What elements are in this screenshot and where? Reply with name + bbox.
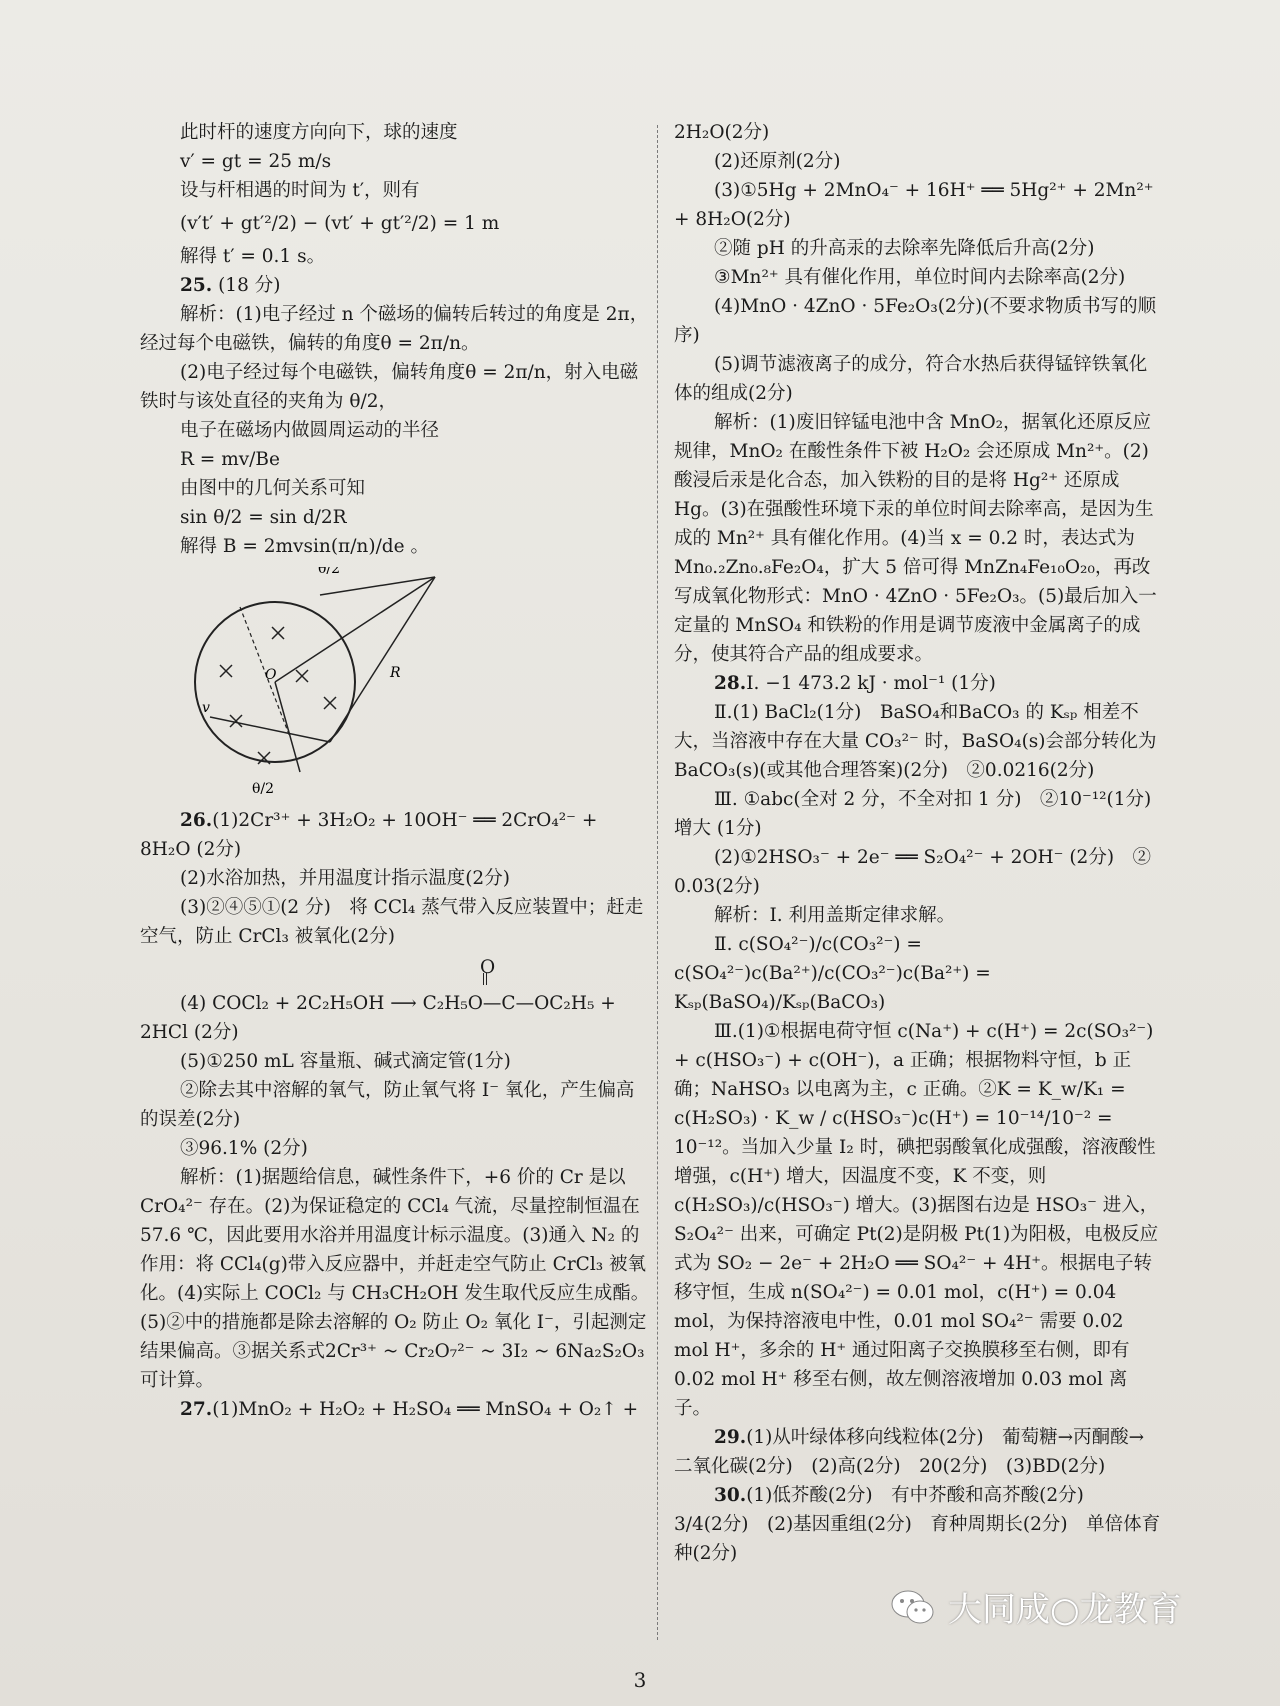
answer-line: (1)MnO₂ + H₂O₂ + H₂SO₄ ══ MnSO₄ + O₂↑ + xyxy=(212,1399,639,1420)
formula-line: R = mv/Be xyxy=(180,449,280,470)
question-number: 29. xyxy=(714,1427,747,1448)
wechat-icon xyxy=(890,1588,936,1626)
formula-line: sin θ/2 = sin d/2R xyxy=(180,507,347,528)
analysis-paragraph: 解析：(1)据题给信息，碱性条件下，+6 价的 Cr 是以 CrO₄²⁻ 存在。(2)为保证稳定的 CCl₄ 气流，尽量控制恒温在 57.6 ℃，因此要用水浴并用温度计标示温度。(3)通入 N₂ 的作用：将 CCl₄(g)带入反应器中，并赶走空气防止 CrCl₃ 被氧化。(4)实际上 COCl₂ 与 CH₃CH₂OH 发生取代反应生成酯。(5)②中的措施都是除去溶解的 O₂ 防止 O₂ 氧化 I⁻，引起测定结果偏高。③据关系式2Cr³⁺ ~ Cr₂O₇²⁻ ~ 3I₂ ~ 6Na₂S₂O₃ 可计算。 xyxy=(140,1167,650,1391)
question-number: 26. xyxy=(180,810,213,831)
radius-label: R xyxy=(390,665,401,681)
answer-line: (2)①2HSO₃⁻ + 2e⁻ ══ S₂O₄²⁻ + 2OH⁻ (2分) ② 0.03(2分) xyxy=(674,847,1152,897)
text-line: 此时杆的速度方向向下，球的速度 xyxy=(180,122,458,143)
answer-line: (3)②④⑤①(2 分) 将 CCl₄ 蒸气带入反应装置中；赶走空气，防止 CrCl₃ 被氧化(2分) xyxy=(140,897,644,947)
carbonyl-oxygen: O xyxy=(480,957,496,978)
answer-line: (4) COCl₂ + 2C₂H₅OH ⟶ C₂H₅O—C—OC₂H₅ + 2HCl (2分) xyxy=(140,993,616,1043)
answer-line: ③Mn²⁺ 具有催化作用，单位时间内去除率高(2分) xyxy=(714,267,1126,288)
answer-line: 3/4(2分) (2)基因重组(2分) 育种周期长(2分) 单倍体育种(2分) xyxy=(674,1514,1161,1564)
theta-label: θ/2 xyxy=(318,567,341,577)
question-number: 28. xyxy=(714,673,747,694)
answer-line: Ⅲ. ①abc(全对 2 分，不全对扣 1 分) ②10⁻¹²(1分) 增大 (1分) xyxy=(674,789,1170,839)
analysis-paragraph: Ⅲ.(1)①根据电荷守恒 c(Na⁺) + c(H⁺) = 2c(SO₃²⁻) + c(HSO₃⁻) + c(OH⁻)，a 正确；根据物料守恒，b 正确；NaHSO₃ 以电离为主，c 正确。②K = K_w/K₁ = c(H₂SO₃) · K_w / c(HSO₃⁻)c(H⁺) = 10⁻¹⁴/10⁻² = 10⁻¹²。当加入少量 I₂ 时，碘把弱酸氧化成强酸，溶液酸性增强，c(H⁺) 增大，因温度不变，K 不变，则 c(H₂SO₃)/c(HSO₃⁻) 增大。(3)据图右边是 HSO₃⁻ 进入，S₂O₄²⁻ 出来，可确定 Pt(2)是阴极 Pt(1)为阳极，电极反应式为 SO₂ − 2e⁻ + 2H₂O ══ SO₄²⁻ + 4H⁺。根据电子转移守恒，生成 n(SO₄²⁻) = 0.01 mol，c(H⁺) = 0.04 mol，为保持溶液电中性，0.01 mol SO₄²⁻ 需要 0.02 mol H⁺，多余的 H⁺ 通过阳离子交换膜移至右侧，即有 0.02 mol H⁺ 移至右侧，故左侧溶液增加 0.03 mol 离子。 xyxy=(674,1021,1159,1419)
paragraph: 解析：(1)电子经过 n 个磁场的偏转后转过的角度是 2π，经过每个电磁铁，偏转的角度θ = 2π/n。 xyxy=(140,304,649,354)
question-29 xyxy=(674,1423,1162,1481)
question-header xyxy=(140,271,650,300)
text-line: 解得 t′ = 0.1 s。 xyxy=(180,246,326,267)
answer-line: Ⅰ. −1 473.2 kJ · mol⁻¹ (1分) xyxy=(746,673,996,694)
answer-line: ②随 pH 的升高汞的去除率先降低后升高(2分) xyxy=(714,238,1095,259)
answer-line: (2)水浴加热，并用温度计指示温度(2分) xyxy=(180,868,510,889)
text-line: 由图中的几何关系可知 xyxy=(180,478,366,499)
answer-line: (1)2Cr³⁺ + 3H₂O₂ + 10OH⁻ ══ 2CrO₄²⁻ + 8H₂O (2分) xyxy=(140,810,598,860)
paragraph: (2)电子经过每个电磁铁，偏转角度θ = 2π/n，射入电磁铁时与该处直径的夹角为 θ/2， xyxy=(140,362,639,412)
answer-line: (5)调节滤液离子的成分，符合水热后获得锰锌铁氧化体的组成(2分) xyxy=(674,354,1148,404)
question-28 xyxy=(674,669,1162,698)
question-26 xyxy=(140,806,650,864)
equation-part: − (vt′ + gt′²/2) = 1 m xyxy=(302,213,500,234)
text-line: v′ = gt = 25 m/s xyxy=(180,151,332,172)
watermark xyxy=(890,1582,1182,1631)
question-score: (18 分) xyxy=(218,275,281,296)
question-number: 25. xyxy=(180,275,213,296)
formula-line: Ⅱ. c(SO₄²⁻)/c(CO₃²⁻) = c(SO₄²⁻)c(Ba²⁺)/c(CO₃²⁻)c(Ba²⁺) = Kₛₚ(BaSO₄)/Kₛₚ(BaCO₃) xyxy=(674,934,991,1013)
text-line: 设与杆相遇的时间为 t′，则有 xyxy=(180,180,420,201)
question-27 xyxy=(140,1395,650,1424)
answer-line: 2H₂O(2分) xyxy=(674,122,770,143)
column-divider xyxy=(657,125,658,1640)
analysis-paragraph: 解析：(1)废旧锌锰电池中含 MnO₂，据氧化还原反应规律，MnO₂ 在酸性条件下被 H₂O₂ 会还原成 Mn²⁺。(2)酸浸后汞是化合态，加入铁粉的目的是将 Hg²⁺ 还原成 Hg。(3)在强酸性环境下汞的单位时间去除率高，是因为生成的 Mn²⁺ 具有催化作用。(4)当 x = 0.2 时，表达式为 Mn₀.₂Zn₀.₈Fe₂O₄，扩大 5 倍可得 MnZn₄Fe₁₀O₂₀，再改写成氧化物形式：MnO · 4ZnO · 5Fe₂O₃。(5)最后加入一定量的 MnSO₄ 和铁粉的作用是调节废液中金属离子的成分，使其符合产品的组成要求。 xyxy=(674,412,1157,665)
answer-line: (1)低芥酸(2分) 有中芥酸和高芥酸(2分) xyxy=(746,1485,1084,1506)
structure-formula xyxy=(140,951,650,1011)
left-column xyxy=(140,118,650,1424)
question-number: 30. xyxy=(714,1485,747,1506)
text-line: 电子在磁场内做圆周运动的半径 xyxy=(180,420,440,441)
center-label: O xyxy=(265,667,277,683)
answer-line: Ⅱ.(1) BaCl₂(1分) BaSO₄和BaCO₃ 的 Kₛₚ 相差不大，当溶液中存在大量 CO₃²⁻ 时，BaSO₄(s)会部分转化为 BaCO₃(s)(或其他合理答案)(2分) ②0.0216(2分) xyxy=(674,702,1157,781)
question-30 xyxy=(674,1481,1162,1510)
formula-line: 解得 B = 2mvsin(π/n)/de 。 xyxy=(180,536,429,557)
magnetic-field-diagram xyxy=(180,567,480,797)
page-number: 3 xyxy=(633,1668,647,1692)
answer-line: (2)还原剂(2分) xyxy=(714,151,841,172)
double-bond xyxy=(483,973,487,985)
right-column xyxy=(674,118,1170,1568)
answer-line: ②除去其中溶解的氧气，防止氧气将 I⁻ 氧化，产生偏高的误差(2分) xyxy=(140,1080,635,1130)
answer-line: (3)①5Hg + 2MnO₄⁻ + 16H⁺ ══ 5Hg²⁺ + 2Mn²⁺ + 8H₂O(2分) xyxy=(674,180,1154,230)
answer-line: (1)从叶绿体移向线粒体(2分) 葡萄糖→丙酮酸→二氧化碳(2分) (2)高(2分) 20(2分) (3)BD(2分) xyxy=(674,1427,1145,1477)
question-number: 27. xyxy=(180,1399,213,1420)
answer-line: (4)MnO · 4ZnO · 5Fe₂O₃(2分)(不要求物质书写的顺序) xyxy=(674,296,1157,346)
answer-line: ③96.1% (2分) xyxy=(180,1138,308,1159)
velocity-label: v xyxy=(202,700,210,716)
theta-label: θ/2 xyxy=(252,781,275,797)
equation-line: (v′t′ + gt′²/2) − (vt′ + gt′²/2) = 1 m xyxy=(180,213,500,234)
answer-line: 解析：Ⅰ. 利用盖斯定律求解。 xyxy=(714,905,956,926)
equation-part: v′t′ + gt′²/2 xyxy=(187,213,290,234)
answer-line: (5)①250 mL 容量瓶、碱式滴定管(1分) xyxy=(180,1051,511,1072)
watermark-text: 大同成○龙教育 xyxy=(948,1590,1182,1630)
